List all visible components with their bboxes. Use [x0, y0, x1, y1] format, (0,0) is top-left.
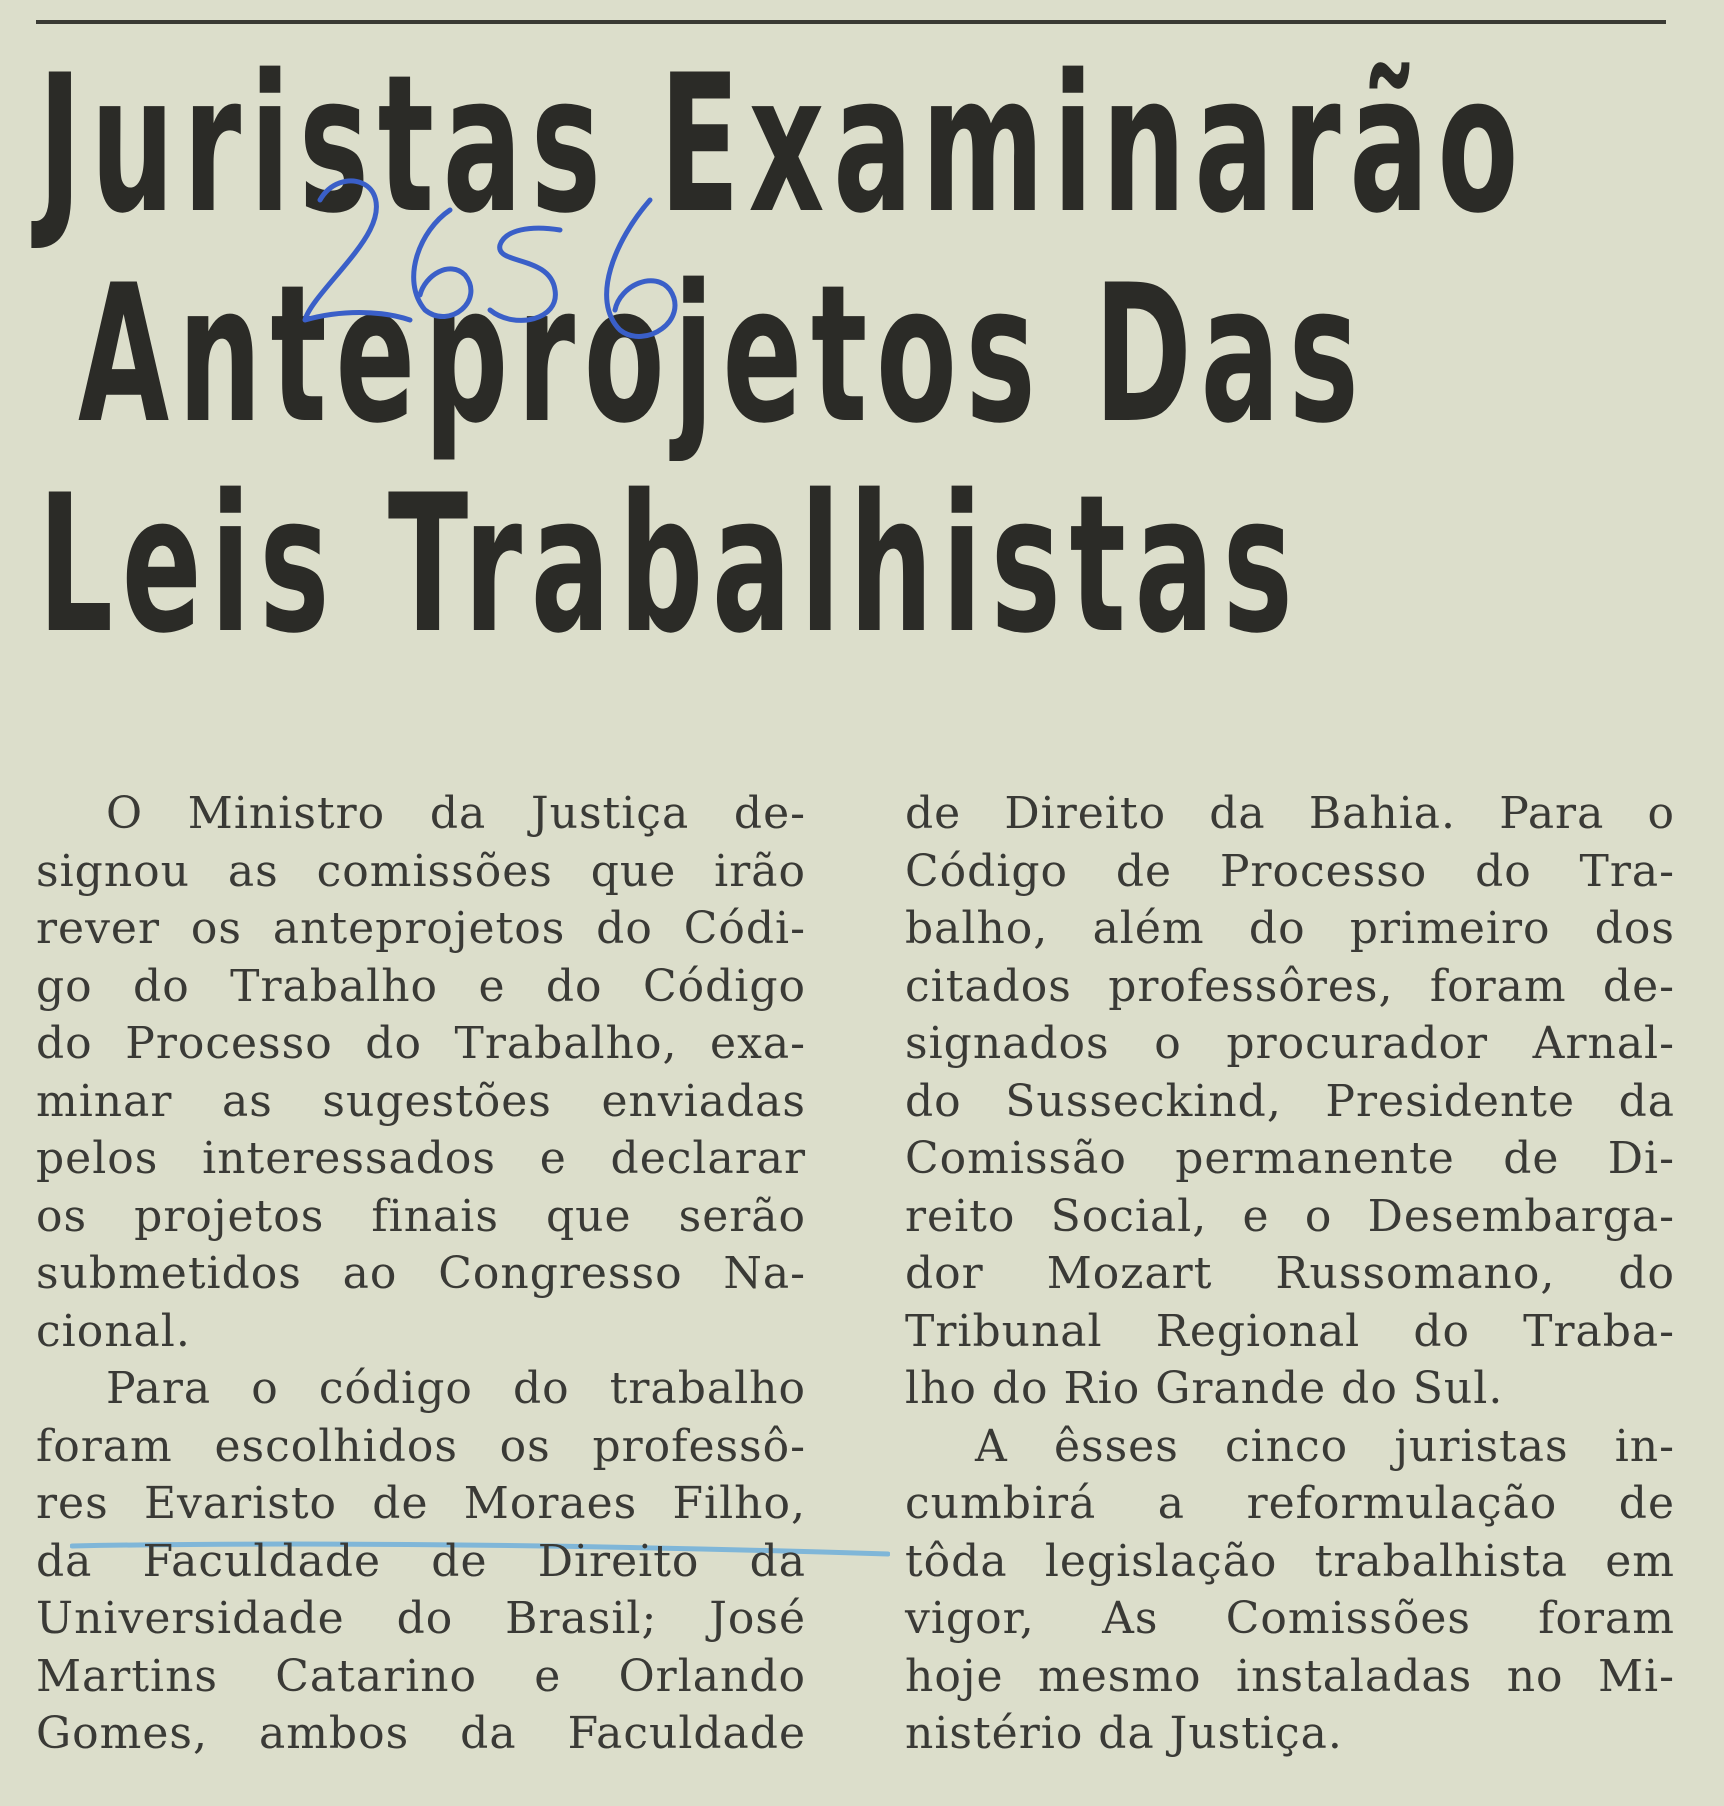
body-line: do Susseckind, Presidente da: [905, 1075, 1675, 1127]
body-line: cional.: [36, 1305, 191, 1357]
body-line: signados o procurador Arnal-: [905, 1018, 1675, 1069]
body-line: go do Trabalho e do Código: [36, 960, 806, 1012]
article-column-left: [36, 785, 806, 1763]
body-line: Gomes, ambos da Faculdade: [36, 1708, 806, 1759]
body-line: do Processo do Trabalho, exa-: [36, 1018, 806, 1069]
headline-line-1: Juristas Examinarão: [38, 34, 1528, 255]
body-line: de Direito da Bahia. Para o: [905, 788, 1675, 839]
body-line: rever os anteprojetos do Códi-: [36, 903, 806, 954]
article-column-right: [905, 785, 1675, 1763]
headline: [38, 34, 1678, 675]
body-line: cumbirá a reformulação de: [905, 1478, 1675, 1529]
body-line: Para o código do trabalho: [106, 1363, 806, 1414]
body-line: tôda legislação trabalhista em: [905, 1535, 1675, 1587]
body-line: minar as sugestões enviadas: [36, 1075, 806, 1127]
body-line: signou as comissões que irão: [36, 845, 806, 897]
body-line: O Ministro da Justiça de-: [106, 788, 806, 839]
body-line: balho, além do primeiro dos: [905, 903, 1675, 954]
body-line: Código de Processo do Tra-: [905, 845, 1675, 897]
body-line: Martins Catarino e Orlando: [36, 1650, 806, 1702]
top-rule: [36, 20, 1666, 24]
body-line: dor Mozart Russomano, do: [905, 1248, 1675, 1299]
body-line: lho do Rio Grande do Sul.: [905, 1363, 1504, 1414]
body-line: submetidos ao Congresso Na-: [36, 1248, 806, 1299]
body-line: vigor, As Comissões foram: [905, 1593, 1675, 1644]
body-line: reito Social, e o Desembarga-: [905, 1190, 1675, 1242]
body-line: Universidade do Brasil; José: [36, 1593, 806, 1644]
body-line: Comissão permanente de Di-: [905, 1133, 1675, 1184]
body-line: os projetos finais que serão: [36, 1190, 806, 1242]
body-line: citados professôres, foram de-: [905, 960, 1675, 1012]
body-line: A êsses cinco juristas in-: [975, 1420, 1675, 1472]
headline-line-3: Leis Trabalhistas: [38, 454, 1302, 675]
body-line: nistério da Justiça.: [905, 1708, 1343, 1759]
body-line: Tribunal Regional do Traba-: [905, 1305, 1675, 1357]
headline-line-2: Anteprojetos Das: [78, 244, 1368, 465]
body-line: res Evaristo de Moraes Filho,: [36, 1478, 806, 1529]
body-line: foram escolhidos os professô-: [36, 1420, 806, 1472]
body-line: pelos interessados e declarar: [36, 1133, 806, 1184]
body-line: da Faculdade de Direito da: [36, 1535, 806, 1587]
body-line: hoje mesmo instaladas no Mi-: [905, 1650, 1675, 1702]
